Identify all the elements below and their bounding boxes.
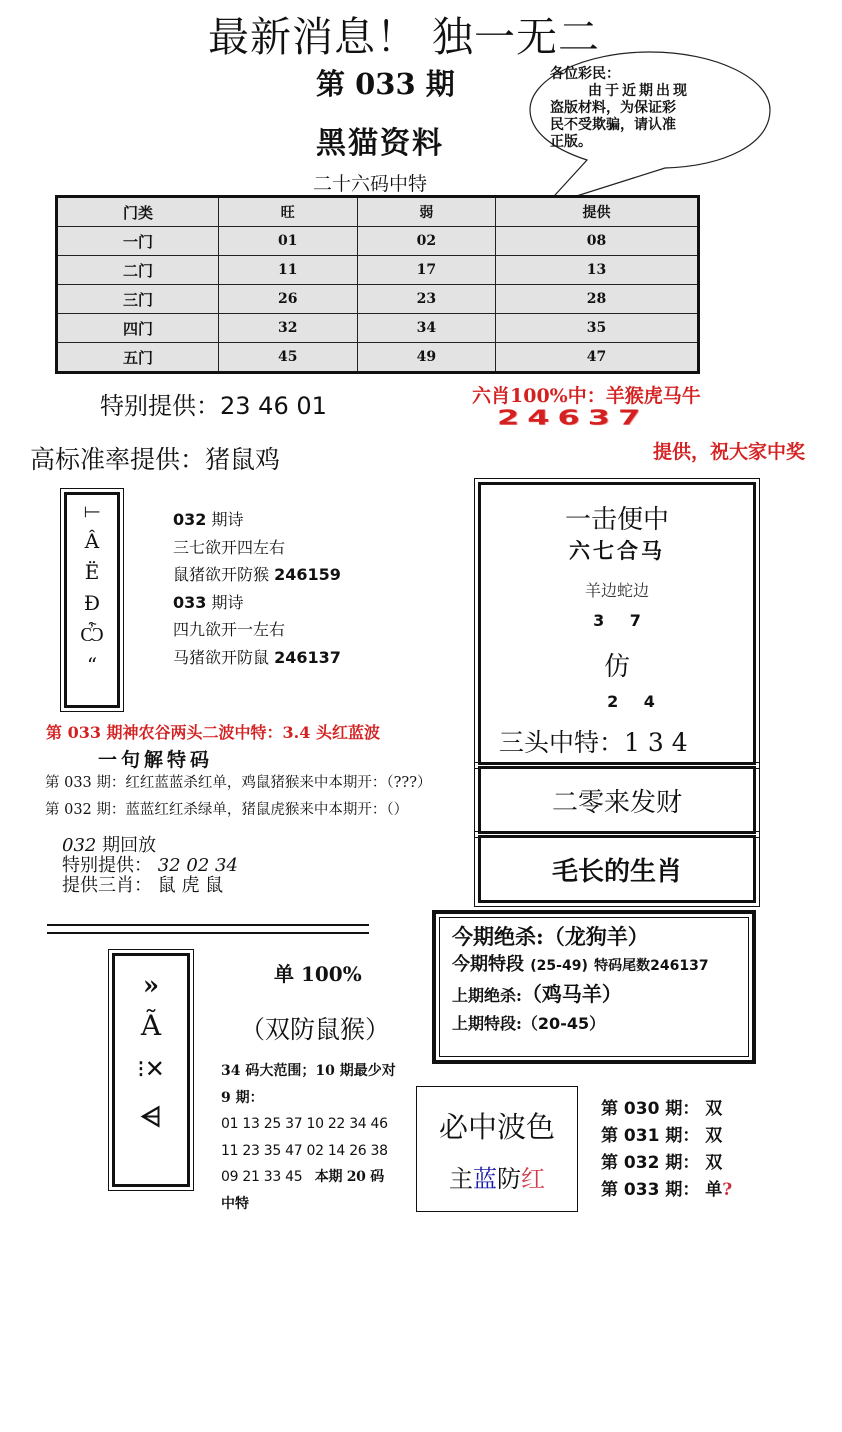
range-numbers-1: 01 13 25 37 10 22 34 46 — [221, 1116, 388, 1132]
current-segment: 今期特段 (25-49) 特码尾数246137 — [452, 954, 709, 975]
six-zodiac-headline: 六肖100%中：羊猴虎马牛 — [472, 385, 701, 407]
wave-subtitle: 主蓝防红 — [449, 1165, 545, 1193]
special-numbers: 23 46 01 — [220, 392, 327, 420]
cell-strong: 32 — [219, 314, 358, 343]
cell-provide: 28 — [496, 285, 699, 314]
poem-033-line-2: 马猪欲开防鼠 246137 — [173, 647, 341, 667]
header-strong: 旺 — [219, 197, 358, 227]
brand-title: 黑猫资料 — [316, 126, 444, 161]
hit-edge: 羊边蛇边 — [584, 581, 649, 600]
table-row — [57, 343, 699, 373]
hit-fang: 仿 — [603, 652, 630, 682]
bubble-line-4: 正版。 — [550, 134, 592, 150]
kill-lines — [452, 923, 709, 1038]
glyph-icon: Ð — [83, 591, 101, 615]
last-kill: 上期绝杀:（鸡马羊） — [452, 982, 622, 1006]
issue-title: 第 033 期 — [316, 67, 455, 101]
slogan-box-2: 毛长的生肖 — [478, 835, 756, 903]
double-divider — [47, 924, 369, 934]
six-zodiac-number: 24637 — [497, 405, 649, 430]
header-category: 门类 — [57, 197, 219, 227]
last-segment: 上期特段:（20-45） — [452, 1014, 606, 1033]
current-kill: 今期绝杀:（龙狗羊） — [452, 924, 649, 949]
cell-gate: 三门 — [57, 285, 219, 314]
header-provide: 提供 — [496, 197, 699, 227]
cell-provide: 08 — [496, 227, 699, 256]
cell-gate: 一门 — [57, 227, 219, 256]
three-heads: 三头中特：1 3 4 — [499, 728, 688, 757]
replay-special: 特别提供： 32 02 34 — [62, 855, 238, 876]
bubble-notice — [550, 66, 725, 151]
table-row — [57, 314, 699, 343]
high-rate-value: 猪鼠鸡 — [205, 445, 281, 474]
odd-even-history — [601, 1096, 732, 1204]
replay-block — [62, 836, 238, 896]
history-row: 第 032 期： 双 — [601, 1153, 723, 1173]
history-row: 第 030 期： 双 — [601, 1099, 723, 1119]
poem-block — [173, 506, 341, 671]
glyph-icon: » — [142, 971, 160, 1001]
glyph-icon: Ë — [84, 560, 100, 584]
hit-box — [478, 482, 756, 765]
glyph-icon: ⁝✕ — [137, 1055, 165, 1083]
glyph-icon: Â — [84, 529, 100, 553]
wish-line: 提供，祝大家中奖 — [653, 441, 806, 463]
glyph-box-odd-even — [112, 953, 190, 1187]
cell-strong: 11 — [219, 256, 358, 285]
replay-title: 032 期回放 — [62, 835, 157, 856]
cell-strong: 01 — [219, 227, 358, 256]
table-row — [57, 256, 699, 285]
cell-provide: 35 — [496, 314, 699, 343]
special-label: 特别提供： — [100, 392, 220, 420]
bubble-line-2: 盗版材料，为保证彩 — [550, 100, 676, 116]
bubble-line-1: 由于近期出现 — [588, 83, 690, 99]
cell-gate: 二门 — [57, 256, 219, 285]
cell-provide: 13 — [496, 256, 699, 285]
poem-032-line-2: 鼠猪欲开防猴 246159 — [173, 565, 341, 584]
glyph-icon: ⩤ — [140, 1102, 162, 1132]
high-rate-label: 高标准率提供： — [30, 445, 206, 474]
history-row: 第 031 期： 双 — [601, 1126, 723, 1146]
double-guard: （双防鼠猴） — [240, 1015, 391, 1044]
riddle-033: 第 033 期：红红蓝蓝杀红单，鸡鼠猪猴来中本期开：（???） — [45, 775, 432, 791]
table-row — [57, 227, 699, 256]
cell-provide: 47 — [496, 343, 699, 373]
cell-weak: 34 — [357, 314, 496, 343]
glyph-box-poem — [64, 492, 120, 708]
gate-table — [55, 195, 700, 374]
replay-three-zodiac: 提供三肖： 鼠 虎 鼠 — [62, 875, 224, 896]
range-numbers-3: 09 21 33 45 本期 20 码 — [221, 1169, 384, 1185]
cell-weak: 49 — [357, 343, 496, 373]
cell-gate: 四门 — [57, 314, 219, 343]
cell-gate: 五门 — [57, 343, 219, 373]
poem-033-title: 033 期诗 — [173, 592, 244, 612]
glyph-icon: Ã — [140, 1009, 162, 1042]
range-tail: 中特 — [221, 1195, 249, 1212]
bubble-line-3: 民不受欺骗，请认准 — [550, 117, 676, 133]
glyph-icon: Ѽ — [79, 622, 105, 646]
range-line-1: 34 码大范围；10 期最少对 — [221, 1063, 396, 1079]
header-weak: 弱 — [357, 197, 496, 227]
hit-title: 一击便中 — [564, 505, 669, 535]
main-title: 最新消息！ 独一无二 — [208, 13, 601, 61]
hit-numbers-2: 2 4 — [607, 692, 655, 711]
two-wave-headline: 第 033 期神农谷两头二波中特：3.4 头红蓝波 — [46, 723, 380, 742]
poem-033-line-1: 四九欲开一左右 — [173, 620, 286, 639]
glyph-icon: “ — [86, 653, 98, 677]
hit-subtitle: 六七合马 — [569, 538, 665, 563]
cell-strong: 26 — [219, 285, 358, 314]
table-caption: 二十六码中特 — [313, 173, 428, 195]
slogan-box-1: 二零来发财 — [478, 766, 756, 834]
special-offer — [100, 386, 327, 421]
cell-weak: 23 — [357, 285, 496, 314]
range-numbers-2: 11 23 35 47 02 14 26 38 — [221, 1142, 388, 1159]
cell-strong: 45 — [219, 343, 358, 373]
high-rate-offer — [30, 440, 280, 476]
one-line-riddle-title: 一句解特码 — [98, 749, 214, 771]
poem-032-line-1: 三七欲开四左右 — [173, 537, 286, 557]
poem-032-title: 032 期诗 — [173, 510, 244, 529]
cell-weak: 17 — [357, 256, 496, 285]
hit-numbers-1: 3 7 — [593, 611, 641, 630]
table-row — [57, 285, 699, 314]
range-block — [221, 1058, 421, 1217]
cell-weak: 02 — [357, 227, 496, 256]
wave-color-box — [416, 1086, 578, 1212]
glyph-icon: ⟝ — [83, 498, 101, 522]
range-line-2: 9 期： — [221, 1089, 264, 1106]
table-header-row — [57, 197, 699, 227]
bubble-greeting: 各位彩民： — [550, 66, 620, 82]
single-percent: 单 100% — [274, 962, 362, 986]
history-row: 第 033 期： 单? — [601, 1180, 733, 1200]
riddle-032: 第 032 期：蓝蓝红红杀绿单，猪鼠虎猴来中本期开：（） — [45, 802, 409, 818]
wave-title: 必中波色 — [438, 1110, 555, 1144]
